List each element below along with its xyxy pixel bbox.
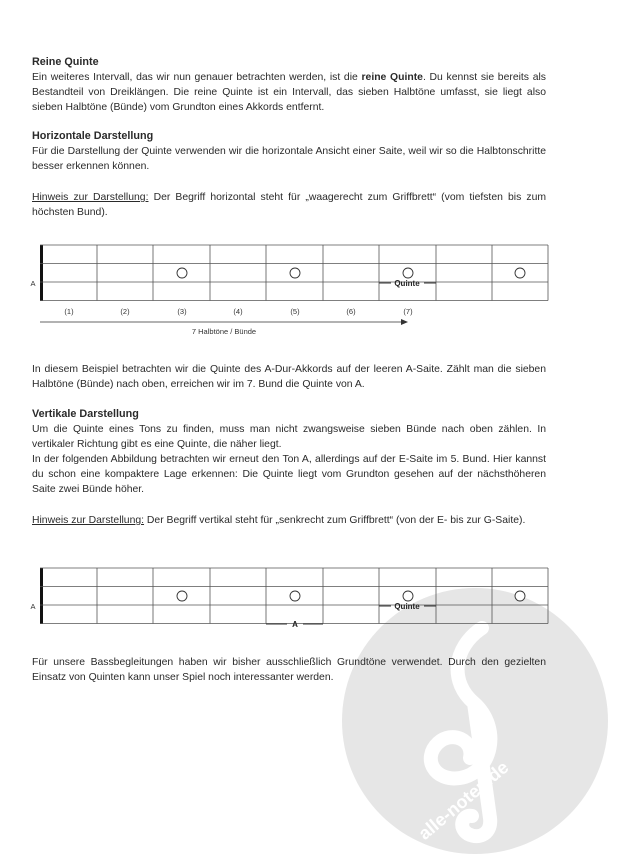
nut <box>40 568 43 624</box>
para-bold-term: reine Quinte <box>361 72 423 83</box>
paragraph-closing: Für unsere Bassbegleitungen haben wir bisher ausschließlich Grundtöne verwendet. Durch den gezielten Einsatz von Quinten kann unser Spiel noch interessanter werden. <box>32 657 546 684</box>
arrow-label: 7 Halbtöne / Bünde <box>191 327 257 336</box>
fret-marker <box>290 591 300 601</box>
para-text-rest: . Du kennst sie bereits als Bestandteil von Dreiklängen. Die reine Quinte ist ein Intervall, das sieben Halbtöne umfasst, sie liegt also sieben Halbtöne (Bünde) vom Grundton eines Akkords entfernt. <box>32 72 546 114</box>
heading-horizontale-darstellung: Horizontale Darstellung <box>32 130 154 142</box>
watermark-text: alle-noten.de <box>414 757 513 844</box>
heading-vertikale-darstellung: Vertikale Darstellung <box>32 408 139 420</box>
hint-text: Der Begriff vertikal steht für „senkrecht zum Griffbrett“ (von der E- bis zur G-Saite). <box>144 515 526 526</box>
fret-marker <box>515 591 525 601</box>
fret-number: (5) <box>290 307 300 316</box>
heading-reine-quinte: Reine Quinte <box>32 56 99 68</box>
fret-number: (4) <box>233 307 243 316</box>
fret-marker <box>403 591 413 601</box>
quinte-label: Quinte <box>394 602 420 611</box>
paragraph-horizontale: Für die Darstellung der Quinte verwenden wir die horizontale Ansicht einer Saite, weil wir so die Halbtonschritte besser erkennen können. <box>32 146 546 173</box>
fret-number: (7) <box>403 307 413 316</box>
quinte-label: Quinte <box>394 279 420 288</box>
fret-number: (2) <box>120 307 130 316</box>
hint-label: Hinweis zur Darstellung: <box>32 192 149 203</box>
fret-number: (6) <box>346 307 356 316</box>
string-label-a: A <box>30 279 36 288</box>
string-label-a: A <box>30 602 36 611</box>
fret-marker <box>177 591 187 601</box>
hint-text: Der Begriff horizontal steht für „waagerecht zum Griffbrett“ (vom tiefsten bis zum höchsten Bund). <box>32 192 546 219</box>
fret-number: (3) <box>177 307 187 316</box>
paragraph-example: In diesem Beispiel betrachten wir die Quinte des A-Dur-Akkords auf der leeren A-Saite. Zählt man die sieben Halbtöne (Bünde) nach oben, erreichen wir im 7. Bund die Quinte von A. <box>32 364 546 391</box>
hint-label: Hinweis zur Darstellung: <box>32 515 145 526</box>
para-text: Ein weiteres Intervall, das wir nun genauer betrachten werden, ist die <box>32 72 362 83</box>
paragraph-vertikale-1: Um die Quinte eines Tons zu finden, muss man nicht zwangsweise sieben Bünde nach oben zählen. In vertikaler Richtung gibt es eine Quinte, die näher liegt. <box>32 424 546 451</box>
paragraph-vertikale-2: In der folgenden Abbildung betrachten wir erneut den Ton A, allerdings auf der E-Saite im 5. Bund. Hier kannst du schon eine kompaktere Lage erkennen: Die Quinte liegt vom Grundton gesehen auf der nächsthöheren Saite zwei Bünde höher. <box>32 454 546 496</box>
root-label: A <box>292 620 298 629</box>
fret-number: (1) <box>64 307 74 316</box>
